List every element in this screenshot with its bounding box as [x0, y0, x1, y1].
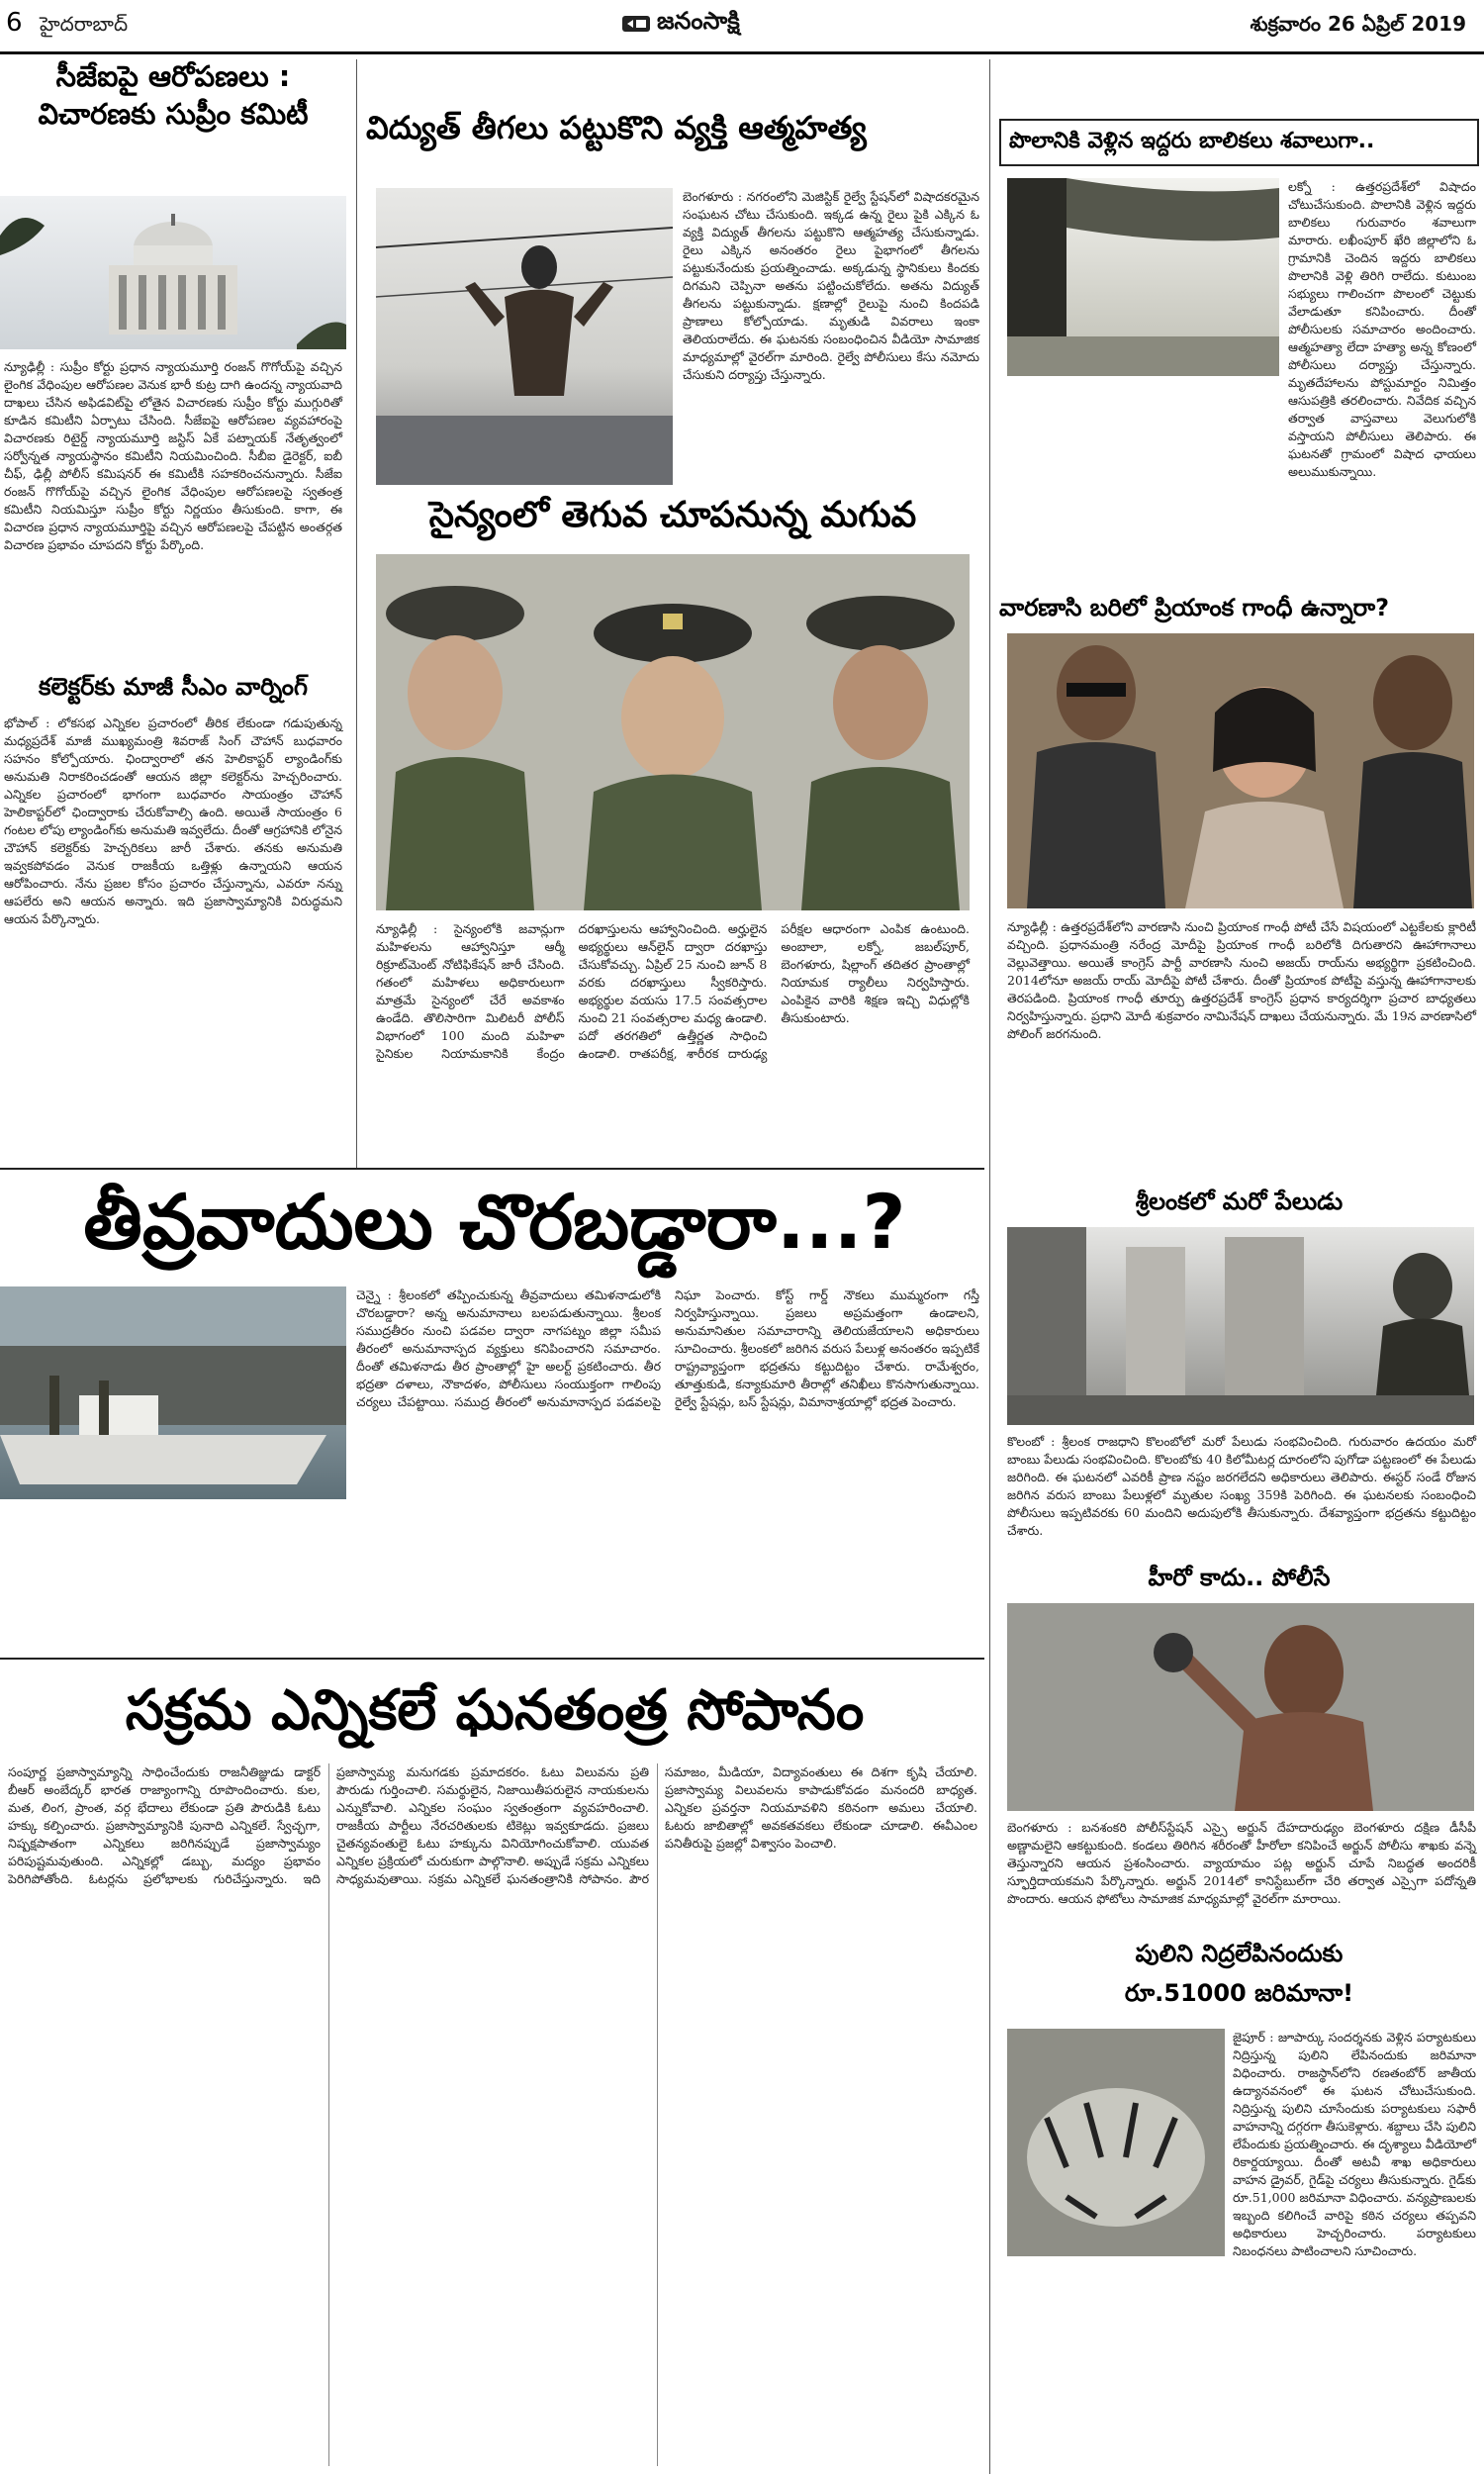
masthead-rule: [0, 51, 1484, 54]
priyanka-crowd-icon: [1007, 633, 1474, 908]
tiger-headline-1: పులిని నిద్రలేపినందుకు: [1135, 1940, 1344, 1967]
girls-body: లక్నో : ఉత్తరప్రదేశ్‌లో విషాదం చోటుచేసుకుంది. పొలానికి వెళ్లిన ఇద్దరు బాలికలు గురువారం శవాలుగా మారారు. లఖీంపూర్ ఖేరి జిల్లాలోని ఓ గ్రామానికి చెందిన ఇద్దరు బాలికలు పొలానికి వెళ్లి తిరిగి రాలేదు. కుటుంబ సభ్యులు గాలించగా పొలంలో చెట్టుకు వేలాడుతూ కనిపించారు. దీంతో పోలీసులకు సమాచారం అందించారు. ఆత్మహత్యా లేదా హత్యా అన్న కోణంలో పోలీసులు దర్యాప్తు చేస్తున్నారు. మృతదేహాలను పోస్టుమార్టం నిమిత్తం ఆసుపత్రికి తరలించారు. నివేదిక వచ్చిన తర్వాత వాస్తవాలు వెలుగులోకి వస్తాయని పోలీసులు తెలిపారు. ఈ ఘటనతో గ్రామంలో విషాద ఛాయలు అలుముకున్నాయి.: [1288, 179, 1476, 479]
story-girls: [999, 119, 1479, 594]
supreme-court-photo: [0, 196, 346, 349]
hero-body: బెంగళూరు : బనశంకరి పోలీస్‌స్టేషన్ ఎస్సై అర్జున్ దేహదారుఢ్యం బెంగళూరు దక్షిణ డీసీపీ అణ్ణామలైని ఆకట్టుకుంది. కండలు తిరిగిన శరీరంతో హీరోలా కనిపించే అర్జున్ పోలీసు శాఖకు వన్నె తెస్తున్నారని ఆయన ప్రశంసించారు. వ్యాయామం పట్ల అర్జున్ చూపే నిబద్ధత అందరికీ స్ఫూర్తిదాయకమని పేర్కొన్నారు. అర్జున్ 2014లో కానిస్టేబుల్‌గా చేరి తర్వాత ఎస్సైగా పదోన్నతి పొందారు. ఆయన ఫోటోలు సామాజిక మాధ్యమాల్లో వైరల్‌గా మారాయి.: [1007, 1820, 1476, 1906]
collector-body: భోపాల్ : లోకసభ ఎన్నికల ప్రచారంలో తీరిక లేకుండా గడుపుతున్న మధ్యప్రదేశ్ మాజీ ముఖ్యమంత్రి శివరాజ్ సింగ్ చౌహాన్ బుధవారం సహనం కోల్పోయారు. ఛింద్వారాలో తన హెలికాప్టర్ ల్యాండింగ్‌కు అనుమతి నిరాకరించడంతో ఆయన జిల్లా కలెక్టర్‌ను హెచ్చరించారు. ఎన్నికల ప్రచారంలో భాగంగా బుధవారం సాయంత్రం చౌహాన్ హెలికాప్టర్‌లో ఛింద్వారాకు చేరుకోవాల్సి ఉంది. అయితే సాయంత్రం 6 గంటల లోపు ల్యాండింగ్‌కు అనుమతి ఇవ్వలేదు. దీంతో ఆగ్రహానికి లోనైన చౌహాన్ కలెక్టర్‌కు హెచ్చరికలు జారీ చేశారు. తనకు అనుమతి ఇవ్వకపోవడం వెనుక రాజకీయ ఒత్తిళ్లు ఉన్నాయని ఆయన ఆరోపించారు. నేను ప్రజల కోసం ప్రచారం చేస్తున్నాను, ఎవరూ నన్ను ఆపలేరు అని ఆయన అన్నారు. ఇది ప్రజాస్వామ్యానికి విరుద్ధమని ఆయన పేర్కొన్నారు.: [4, 715, 342, 926]
tiger-icon: [1007, 2029, 1225, 2256]
collector-headline: కలెక్టర్‌కు మాజీ సీఎం వార్నింగ్: [39, 673, 308, 701]
tiger-headline-2: రూ.51000 జరిమానా!: [1124, 1979, 1354, 2007]
srilanka-body: కొలంబో : శ్రీలంక రాజధాని కొలంబోలో మరో పేలుడు సంభవించింది. గురువారం ఉదయం మరో బాంబు పేలుడు సంభవించింది. కొలంబోకు 40 కిలోమీటర్ల దూరంలోని పుగోడా పట్టణంలో ఈ పేలుడు జరిగింది. ఈ ఘటనలో ఎవరికీ ప్రాణ నష్టం జరగలేదని అధికారులు తెలిపారు. ఈస్టర్ సండే రోజున జరిగిన వరుస బాంబు పేలుళ్లలో మృతుల సంఖ్య 359కి పెరిగింది. ఈ ఘటనలకు సంబంధించి పోలీసులు ఇప్పటివరకు 60 మందిని అదుపులోకి తీసుకున్నారు. దేశవ్యాప్తంగా భద్రతను కట్టుదిట్టం చేశారు.: [1007, 1434, 1476, 1538]
page-number: 6: [6, 8, 23, 38]
cji-headline-1: సీజేఐపై ఆరోపణలు :: [55, 59, 291, 93]
srilanka-street-photo: [1007, 1227, 1474, 1425]
story-srilanka: [999, 1188, 1479, 1564]
column-rule-1: [356, 59, 357, 1168]
muscle-man-icon: [1007, 1603, 1474, 1811]
story-hero: [999, 1564, 1479, 1940]
electric-wire-photo: [376, 188, 673, 485]
paper-logo: [621, 8, 740, 40]
story-electric: [366, 109, 979, 495]
police-fitness-photo: [1007, 1603, 1474, 1811]
story-tiger: [999, 1940, 1479, 2474]
army-headline: సైన్యంలో తెగువ చూపనున్న మగువ: [428, 495, 917, 535]
terror-headline: తీవ్రవాదులు చొరబడ్డారా...?: [83, 1178, 906, 1266]
story-terror: [0, 1173, 984, 1658]
patrol-boat-icon: [0, 1286, 346, 1499]
story-cji: [0, 59, 346, 673]
story-collector: [0, 673, 346, 1168]
army-body: న్యూఢిల్లీ : సైన్యంలోకి జవాన్లుగా మహిళలను ఆహ్వానిస్తూ ఆర్మీ రిక్రూట్‌మెంట్ నోటిఫికేషన్ జారీ చేసింది. గతంలో మహిళలు అధికారులుగా మాత్రమే సైన్యంలో చేరే అవకాశం ఉండేది. తొలిసారిగా మిలిటరీ పోలీస్ విభాగంలో 100 మంది మహిళా సైనికుల నియామకానికి కేంద్రం దరఖాస్తులను ఆహ్వానించింది. అర్హులైన అభ్యర్థులు ఆన్‌లైన్ ద్వారా దరఖాస్తు చేసుకోవచ్చు. ఏప్రిల్ 25 నుంచి జూన్ 8 వరకు దరఖాస్తులు స్వీకరిస్తారు. అభ్యర్థుల వయసు 17.5 సంవత్సరాల నుంచి 21 సంవత్సరాల మధ్య ఉండాలి. పదో తరగతిలో ఉత్తీర్ణత సాధించి ఉండాలి. రాతపరీక్ష, శారీరక దారుఢ్య పరీక్షల ఆధారంగా ఎంపిక ఉంటుంది. అంబాలా, లక్నో, జబల్‌పూర్, బెంగళూరు, షిల్లాంగ్ తదితర ప్రాంతాల్లో నియామక ర్యాలీలు నిర్వహిస్తారు. ఎంపికైన వారికి శిక్షణ ఇచ్చి విధుల్లోకి తీసుకుంటారు.: [376, 921, 970, 1061]
column-rule-2: [989, 59, 990, 2474]
women-army-photo: [376, 554, 970, 910]
electric-body: బెంగళూరు : నగరంలోని మెజిస్టిక్ రైల్వే స్టేషన్‌లో విషాదకరమైన సంఘటన చోటు చేసుకుంది. ఇక్కడ ఉన్న రైలు పైకి ఎక్కిన ఓ వ్యక్తి విద్యుత్ తీగలను పట్టుకొని ఆత్మహత్య చేసుకున్నాడు. రైలు ఎక్కిన అనంతరం రైలు పైభాగంలో తీగలను పట్టుకునేందుకు ప్రయత్నించాడు. అక్కడున్న స్థానికులు కిందకు దిగమని చెప్పినా అతను పట్టించుకోలేదు. అతను విద్యుత్ తీగలను పట్టుకున్నాడు. క్షణాల్లో రైలుపై నుంచి కిందపడి ప్రాణాలు కోల్పోయాడు. మృతుడి వివరాలు ఇంకా తెలియరాలేదు. ఈ ఘటనకు సంబంధించిన వీడియో సామాజిక మాధ్యమాల్లో వైరల్‌గా మారింది. రైల్వే పోలీసులు కేసు నమోదు చేసుకుని దర్యాప్తు చేస్తున్నారు.: [683, 189, 979, 382]
girls-body-cont: [1007, 386, 1476, 589]
paper-name: జనంసాక్షి: [657, 7, 740, 35]
section-rule-1: [0, 1168, 984, 1170]
city-name: హైదరాబాద్: [40, 12, 129, 36]
girls-headline: పొలానికి వెళ్లిన ఇద్దరు బాలికలు శవాలుగా..: [1009, 129, 1375, 153]
tiger-photo: [1007, 2029, 1225, 2256]
coastal-boat-photo: [0, 1286, 346, 1499]
story-democracy: [0, 1663, 984, 2474]
masthead: [0, 0, 1484, 57]
democracy-headline: సక్రమ ఎన్నికలే ఘనతంత్ర సోపానం: [125, 1678, 865, 1743]
court-building-icon: [0, 196, 346, 349]
street-soldier-icon: [1007, 1227, 1474, 1425]
electric-headline: విద్యుత్ తీగలు పట్టుకొని వ్యక్తి ఆత్మహత్య: [366, 109, 867, 146]
priyanka-headline: వారణాసి బరిలో ప్రియాంక గాంధీ ఉన్నారా?: [999, 594, 1390, 621]
story-army: [366, 495, 979, 1168]
field-tree-photo: [1007, 178, 1279, 376]
section-rule-2: [0, 1658, 984, 1660]
soldiers-icon: [376, 554, 970, 910]
terror-body: చెన్నై : శ్రీలంకలో తప్పించుకున్న తీవ్రవాదులు తమిళనాడులోకి చొరబడ్డారా? అన్న అనుమానాలు బలపడుతున్నాయి. శ్రీలంక సముద్రతీరం నుంచి పడవల ద్వారా నాగపట్నం జిల్లా సమీప తీరంలో అనుమానాస్పద వ్యక్తులు కనిపించారని సమాచారం. దీంతో తమిళనాడు తీర ప్రాంతాల్లో హై అలర్ట్ ప్రకటించారు. తీర భద్రతా దళాలు, నౌకాదళం, పోలీసులు సంయుక్తంగా గాలింపు చర్యలు చేపట్టాయి. సముద్ర తీరంలో అనుమానాస్పద పడవలపై నిఘా పెంచారు. కోస్ట్ గార్డ్ నౌకలు ముమ్మరంగా గస్తీ నిర్వహిస్తున్నాయి. ప్రజలు అప్రమత్తంగా ఉండాలని, అనుమానితుల సమాచారాన్ని తెలియజేయాలని అధికారులు సూచించారు. శ్రీలంకలో జరిగిన వరుస పేలుళ్ల అనంతరం ఇప్పటికే రాష్ట్రవ్యాప్తంగా భద్రతను కట్టుదిట్టం చేశారు. రామేశ్వరం, తూత్తుకుడి, కన్యాకుమారి తీరాల్లో తనిఖీలు కొనసాగుతున్నాయి. రైల్వే స్టేషన్లు, బస్ స్టేషన్లు, విమానాశ్రయాల్లో భద్రత పెంచారు.: [356, 1287, 979, 1409]
priyanka-body: న్యూఢిల్లీ : ఉత్తరప్రదేశ్‌లోని వారణాసి నుంచి ప్రియాంక గాంధీ పోటీ చేసే విషయంలో ఎట్టకేలకు క్లారిటీ వచ్చింది. ప్రధానమంత్రి నరేంద్ర మోదీపై ప్రియాంక గాంధీ బరిలోకి దిగుతారని ఊహాగానాలు వెల్లువెత్తాయి. అయితే కాంగ్రెస్ పార్టీ వారణాసి నుంచి అజయ్ రాయ్‌ను అభ్యర్థిగా ప్రకటించింది. 2014లోనూ అజయ్ రాయ్ మోదీపై పోటీ చేశారు. దీంతో ప్రియాంక పోటీపై వస్తున్న ఊహాగానాలకు తెరపడింది. ప్రియాంక గాంధీ తూర్పు ఉత్తరప్రదేశ్ కాంగ్రెస్ ప్రధాన కార్యదర్శిగా ప్రచార బాధ్యతలు నిర్వహిస్తున్నారు. ప్రధాని మోదీ శుక్రవారం నామినేషన్ దాఖలు చేయనున్నారు. మే 19న వారణాసిలో పోలింగ్ జరగనుంది.: [1007, 919, 1476, 1041]
tree-icon: [1007, 178, 1279, 376]
srilanka-headline: శ్రీలంకలో మరో పేలుడు: [1135, 1188, 1344, 1215]
tiger-body: జైపూర్ : జూపార్కు సందర్శనకు వెళ్లిన పర్యాటకులు నిద్రిస్తున్న పులిని లేపినందుకు జరిమానా విధించారు. రాజస్థాన్‌లోని రణతంబోర్ జాతీయ ఉద్యానవనంలో ఈ ఘటన చోటుచేసుకుంది. నిద్రిస్తున్న పులిని చూసేందుకు పర్యాటకులు సఫారీ వాహనాన్ని దగ్గరగా తీసుకెళ్లారు. శబ్దాలు చేసి పులిని లేపేందుకు ప్రయత్నించారు. ఈ దృశ్యాలు వీడియోలో రికార్డయ్యాయి. దీంతో అటవీ శాఖ అధికారులు వాహన డ్రైవర్, గైడ్‌పై చర్యలు తీసుకున్నారు. గైడ్‌కు రూ.51,000 జరిమానా విధించారు. వన్యప్రాణులకు ఇబ్బంది కలిగించే వారిపై కఠిన చర్యలు తప్పవని అధికారులు హెచ్చరించారు. పర్యాటకులు నిబంధనలు పాటించాలని సూచించారు.: [1233, 2030, 1476, 2258]
hero-headline: హీరో కాదు.. పోలీసే: [1148, 1564, 1331, 1591]
democracy-body: సంపూర్ణ ప్రజాస్వామ్యాన్ని సాధించేందుకు రాజనీతిజ్ఞుడు డాక్టర్ బీఆర్ అంబేద్కర్ భారత రాజ్యాంగాన్ని రూపొందించారు. కుల, మత, లింగ, ప్రాంత, వర్గ భేదాలు లేకుండా ప్రతి పౌరుడికి ఓటు హక్కు కల్పించారు. ప్రజాస్వామ్యానికి పునాది ఎన్నికలే. స్వేచ్ఛగా, నిష్పక్షపాతంగా ఎన్నికలు జరిగినప్పుడే ప్రజాస్వామ్యం పరిపుష్టమవుతుంది. ఎన్నికల్లో డబ్బు, మద్యం ప్రభావం పెరిగిపోతోంది. ఓటర్లను ప్రలోభాలకు గురిచేస్తున్నారు. ఇది ప్రజాస్వామ్య మనుగడకు ప్రమాదకరం. ఓటు విలువను ప్రతి పౌరుడు గుర్తించాలి. సమర్థులైన, నిజాయితీపరులైన నాయకులను ఎన్నుకోవాలి. ఎన్నికల సంఘం స్వతంత్రంగా వ్యవహరించాలి. రాజకీయ పార్టీలు నేరచరితులకు టికెట్లు ఇవ్వకూడదు. ప్రజలు చైతన్యవంతులై ఓటు హక్కును వినియోగించుకోవాలి. యువత ఎన్నికల ప్రక్రియలో చురుకుగా పాల్గొనాలి. అప్పుడే సక్రమ ఎన్నికలు సాధ్యమవుతాయి. సక్రమ ఎన్నికలే ఘనతంత్రానికి సోపానం. పౌర సమాజం, మీడియా, విద్యావంతులు ఈ దిశగా కృషి చేయాలి. ప్రజాస్వామ్య విలువలను కాపాడుకోవడం మనందరి బాధ్యత. ఎన్నికల ప్రవర్తనా నియమావళిని కఠినంగా అమలు చేయాలి. ఓటరు జాబితాల్లో అవకతవకలు లేకుండా చూడాలి. ఈవీఎంల పనితీరుపై ప్రజల్లో విశ్వాసం పెంచాలి.: [8, 1764, 977, 1886]
issue-date: శుక్రవారం 26 ఏప్రిల్ 2019: [1250, 12, 1466, 36]
cji-headline-2: విచారణకు సుప్రీం కమిటీ: [38, 97, 309, 131]
priyanka-photo: [1007, 633, 1474, 908]
logo-icon: [621, 12, 651, 36]
cji-body: న్యూఢిల్లీ : సుప్రీం కోర్టు ప్రధాన న్యాయమూర్తి రంజన్ గొగోయ్‌పై వచ్చిన లైంగిక వేధింపుల ఆరోపణల వెనుక భారీ కుట్ర దాగి ఉందన్న న్యాయవాది దాఖలు చేసిన అఫిడవిట్‌పై లోతైన విచారణకు సుప్రీం కోర్టు ముగ్గురితో కూడిన కమిటీని ఏర్పాటు చేసింది. సీజేఐపై ఆరోపణల వ్యవహారంపై విచారణకు రిటైర్డ్ న్యాయమూర్తి జస్టిస్ ఏకే పట్నాయక్ నేతృత్వంలో సర్వోన్నత న్యాయస్థానం కమిటీని నియమించింది. సీబీఐ డైరెక్టర్, ఐబీ చీఫ్, ఢిల్లీ పోలీస్ కమిషనర్ ఈ కమిటీకి సహకరించనున్నారు. సీజేఐ రంజన్ గొగోయ్‌పై వచ్చిన లైంగిక వేధింపుల ఆరోపణలపై స్వతంత్ర కమిటీని నియమిస్తూ సుప్రీం కోర్టు నిర్ణయం తీసుకుంది. కాగా, ఈ విచారణ ప్రధాన న్యాయమూర్తిపై వచ్చిన ఆరోపణలపై చేపట్టిన అంతర్గత విచారణ ప్రభావం చూపదని కోర్టు పేర్కొంది.: [4, 359, 342, 552]
story-priyanka: [999, 594, 1479, 1188]
man-on-train-icon: [376, 188, 673, 485]
